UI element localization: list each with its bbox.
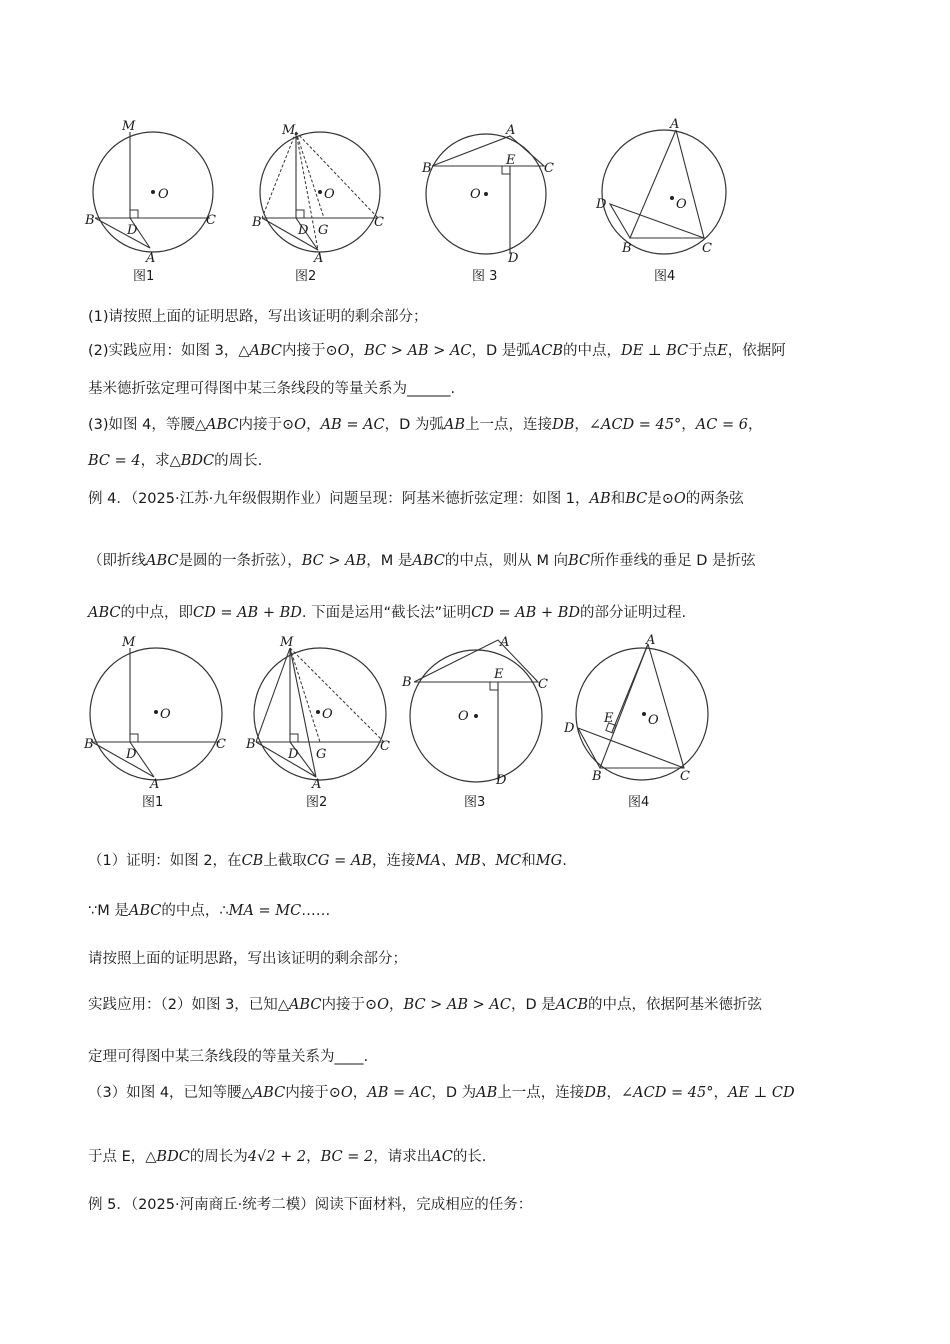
text: ， bbox=[606, 1085, 622, 1101]
text: (3)如图 4，等腰 bbox=[88, 417, 195, 433]
text: 和 bbox=[610, 491, 626, 507]
text: ， bbox=[306, 417, 321, 433]
svg-text:M: M bbox=[280, 635, 294, 650]
math: AB bbox=[589, 491, 611, 507]
proof-line3: 请按照上面的证明思路，写出该证明的剩余部分； bbox=[88, 951, 407, 967]
math: MA、MB、MC bbox=[415, 853, 522, 869]
svg-text:B: B bbox=[246, 737, 256, 752]
figure-mid-1 bbox=[80, 632, 230, 812]
text: ， bbox=[349, 343, 365, 359]
practice-line1 bbox=[88, 994, 762, 1016]
svg-text:A: A bbox=[670, 117, 680, 132]
svg-text:D: D bbox=[496, 773, 507, 788]
svg-text:E: E bbox=[604, 711, 614, 726]
text: （1）证明：如图 2，在 bbox=[88, 853, 242, 869]
practice-line4 bbox=[88, 1146, 486, 1168]
circle-o: ⊙O bbox=[328, 1085, 353, 1101]
text: 是 bbox=[647, 491, 662, 507]
math: BC = 2 bbox=[320, 1149, 374, 1165]
math: ACB bbox=[530, 343, 564, 359]
math: ABC bbox=[88, 605, 121, 621]
math: AB bbox=[476, 1085, 498, 1101]
math: DE ⊥ BC bbox=[621, 343, 689, 359]
math: ABC bbox=[146, 553, 179, 569]
math: AC = 6 bbox=[695, 417, 748, 433]
math: AB = AC bbox=[320, 417, 385, 433]
math: BC > AB bbox=[301, 553, 367, 569]
text: 的周长为 bbox=[189, 1149, 248, 1165]
svg-text:B: B bbox=[422, 161, 432, 176]
text: ，求 bbox=[140, 453, 170, 469]
q1-part2-line1 bbox=[88, 340, 786, 362]
text: 的中点， bbox=[563, 343, 622, 359]
ex4-line2 bbox=[88, 550, 756, 572]
text: ， bbox=[352, 1085, 368, 1101]
svg-text:B: B bbox=[592, 769, 602, 784]
svg-text:C: C bbox=[374, 215, 384, 230]
caption-mid-fig4: 图4 bbox=[628, 795, 650, 810]
svg-text:O: O bbox=[648, 713, 659, 728]
q1-part2-line2: 基米德折弦定理可得图中某三条线段的等量关系为______. bbox=[88, 381, 456, 397]
svg-text:A: A bbox=[506, 123, 516, 138]
q1-part3-line1 bbox=[88, 414, 762, 436]
svg-text:C: C bbox=[702, 241, 712, 256]
text: ， bbox=[681, 417, 696, 433]
math: DB bbox=[584, 1085, 607, 1101]
caption-mid-fig2: 图2 bbox=[306, 795, 328, 810]
text: 上一点，连接 bbox=[465, 417, 553, 433]
arc-abc: ABC bbox=[128, 903, 162, 919]
svg-text:A: A bbox=[500, 635, 510, 650]
text: ，D 为弧 bbox=[384, 417, 444, 433]
svg-text:M: M bbox=[122, 635, 136, 650]
text: 的长. bbox=[452, 1149, 487, 1165]
text: 实践应用：（2）如图 3，已知 bbox=[88, 997, 278, 1013]
svg-text:D: D bbox=[564, 721, 575, 736]
svg-text:M: M bbox=[282, 123, 296, 138]
figure-top-4 bbox=[590, 118, 730, 288]
text: 的两条弦 bbox=[685, 491, 744, 507]
text: 内接于 bbox=[282, 343, 326, 359]
svg-text:E: E bbox=[494, 667, 504, 682]
text: . bbox=[562, 853, 567, 869]
text: （3）如图 4，已知等腰 bbox=[88, 1085, 242, 1101]
math: AB = AC bbox=[367, 1085, 432, 1101]
svg-text:B: B bbox=[85, 213, 95, 228]
q1-part2-text: (2)实践应用：如图 3， bbox=[88, 343, 239, 359]
text: 的中点，∴ bbox=[161, 903, 229, 919]
math: AB bbox=[443, 417, 466, 433]
svg-text:B: B bbox=[84, 737, 94, 752]
svg-text:B: B bbox=[402, 675, 412, 690]
figure-top-3 bbox=[420, 118, 560, 288]
svg-text:O: O bbox=[322, 707, 333, 722]
svg-text:C: C bbox=[544, 161, 554, 176]
svg-text:A: A bbox=[314, 251, 324, 266]
caption-mid-fig1: 图1 bbox=[142, 795, 164, 810]
circle-o: ⊙O bbox=[364, 997, 390, 1013]
text: ，M 是 bbox=[366, 553, 413, 569]
example-5-heading: 例 5．（2025·河南商丘·统考二模）阅读下面材料，完成相应的任务： bbox=[88, 1197, 533, 1213]
text: ，连接 bbox=[372, 853, 416, 869]
figure-mid-3 bbox=[400, 632, 560, 812]
text: ，请求出 bbox=[373, 1149, 432, 1165]
math: BC bbox=[625, 491, 648, 507]
math: DB bbox=[552, 417, 575, 433]
svg-text:O: O bbox=[458, 709, 469, 724]
proof-line2 bbox=[88, 900, 330, 922]
svg-text:O: O bbox=[470, 187, 481, 202]
triangle-abc: △ABC bbox=[238, 343, 283, 359]
text: ，依据阿 bbox=[727, 343, 786, 359]
text: 的中点，则从 M 向 bbox=[444, 553, 569, 569]
practice-line2: 定理可得图中某三条线段的等量关系为____. bbox=[88, 1049, 369, 1065]
math: AE ⊥ CD bbox=[727, 1085, 795, 1101]
triangle-abc: △ABC bbox=[194, 417, 239, 433]
svg-text:C: C bbox=[380, 739, 390, 754]
caption-fig1: 图1 bbox=[133, 269, 155, 284]
math: BC = 4 bbox=[88, 453, 141, 469]
svg-text:B: B bbox=[252, 215, 262, 230]
caption-fig3: 图 3 bbox=[472, 269, 498, 284]
ex4-line1 bbox=[88, 488, 744, 510]
svg-text:C: C bbox=[680, 769, 690, 784]
q1-part3-line2 bbox=[88, 450, 262, 472]
figure-mid-2 bbox=[244, 632, 394, 812]
text: 例 4．（2025·江苏·九年级假期作业）问题呈现：阿基米德折弦定理：如图 1， bbox=[88, 491, 590, 507]
text: ，D 是 bbox=[510, 997, 556, 1013]
svg-text:E: E bbox=[506, 153, 516, 168]
math: CD = AB + BD bbox=[471, 605, 580, 621]
svg-text:A: A bbox=[150, 777, 160, 792]
triangle-bdc: △BDC bbox=[169, 453, 215, 469]
figure-mid-4 bbox=[560, 632, 720, 812]
text: 上截取 bbox=[263, 853, 307, 869]
text: 是圆的一条折弦）， bbox=[178, 553, 302, 569]
math: MG bbox=[535, 853, 563, 869]
svg-text:A: A bbox=[312, 777, 322, 792]
svg-text:D: D bbox=[298, 223, 309, 238]
text: ， bbox=[713, 1085, 728, 1101]
caption-mid-fig3: 图3 bbox=[464, 795, 486, 810]
text: ， bbox=[574, 417, 589, 433]
text: …… bbox=[301, 903, 331, 919]
text: 于点 E， bbox=[88, 1149, 146, 1165]
text: ， bbox=[306, 1149, 321, 1165]
text: ， bbox=[389, 997, 404, 1013]
text: 上一点，连接 bbox=[497, 1085, 585, 1101]
math: CD = AB + BD bbox=[193, 605, 302, 621]
math: BC > AB > AC bbox=[403, 997, 511, 1013]
svg-text:D: D bbox=[508, 251, 519, 266]
ex4-line3 bbox=[88, 602, 686, 624]
text: 所作垂线的垂足 D 是折弦 bbox=[590, 553, 756, 569]
svg-text:C: C bbox=[216, 737, 226, 752]
text: ∵M 是 bbox=[88, 903, 129, 919]
svg-text:O: O bbox=[676, 197, 687, 212]
arc-abc: ABC bbox=[412, 553, 445, 569]
svg-text:D: D bbox=[126, 747, 137, 762]
figure-top-1 bbox=[80, 118, 220, 288]
caption-fig4: 图4 bbox=[654, 269, 676, 284]
circle-o: ⊙O bbox=[282, 417, 307, 433]
svg-text:G: G bbox=[318, 223, 329, 238]
math: 4√2 + 2 bbox=[247, 1149, 307, 1165]
math: CB bbox=[241, 853, 264, 869]
text: 的中点，依据阿基米德折弦 bbox=[587, 997, 762, 1013]
text: 的周长. bbox=[214, 453, 263, 469]
text: . 下面是运用“截长法”证明 bbox=[301, 605, 472, 621]
text: 和 bbox=[521, 853, 536, 869]
math: ∠ACD = 45° bbox=[588, 417, 682, 433]
text: ，D 是弧 bbox=[471, 343, 531, 359]
text: ， bbox=[747, 417, 763, 433]
caption-fig2: 图2 bbox=[295, 269, 317, 284]
text: 于点 bbox=[688, 343, 718, 359]
proof-line1 bbox=[88, 850, 567, 872]
svg-text:B: B bbox=[622, 241, 632, 256]
math: AC bbox=[431, 1149, 453, 1165]
math: MA = MC bbox=[228, 903, 302, 919]
svg-text:A: A bbox=[646, 633, 656, 648]
q1-part1: (1)请按照上面的证明思路，写出该证明的剩余部分； bbox=[88, 309, 428, 325]
math: E bbox=[717, 343, 728, 359]
triangle-abc: △ABC bbox=[241, 1085, 286, 1101]
svg-text:O: O bbox=[158, 187, 169, 202]
circle-o: ⊙O bbox=[325, 343, 350, 359]
math: BC > AB > AC bbox=[364, 343, 472, 359]
figure-top-2 bbox=[250, 118, 390, 288]
svg-text:D: D bbox=[127, 223, 138, 238]
math: BC bbox=[568, 553, 591, 569]
svg-text:M: M bbox=[122, 119, 136, 134]
svg-text:D: D bbox=[288, 747, 299, 762]
triangle-abc: △ABC bbox=[277, 997, 322, 1013]
text: 内接于 bbox=[238, 417, 283, 433]
svg-text:C: C bbox=[206, 213, 216, 228]
text: 的中点，即 bbox=[120, 605, 193, 621]
text: 的部分证明过程. bbox=[580, 605, 687, 621]
math: ∠ACD = 45° bbox=[621, 1085, 714, 1101]
circle-o: ⊙O bbox=[661, 491, 686, 507]
svg-text:D: D bbox=[596, 197, 607, 212]
text: 内接于 bbox=[285, 1085, 329, 1101]
svg-text:O: O bbox=[324, 187, 335, 202]
triangle-bdc: △BDC bbox=[145, 1149, 190, 1165]
svg-text:A: A bbox=[146, 251, 156, 266]
math: CG = AB bbox=[306, 853, 372, 869]
text: 内接于 bbox=[321, 997, 365, 1013]
arc-acb: ACB bbox=[555, 997, 588, 1013]
text: ，D 为 bbox=[431, 1085, 477, 1101]
svg-text:G: G bbox=[316, 747, 327, 762]
svg-text:C: C bbox=[538, 677, 548, 692]
text: （即折线 bbox=[88, 553, 146, 569]
svg-text:O: O bbox=[160, 707, 171, 722]
practice-line3 bbox=[88, 1082, 795, 1104]
